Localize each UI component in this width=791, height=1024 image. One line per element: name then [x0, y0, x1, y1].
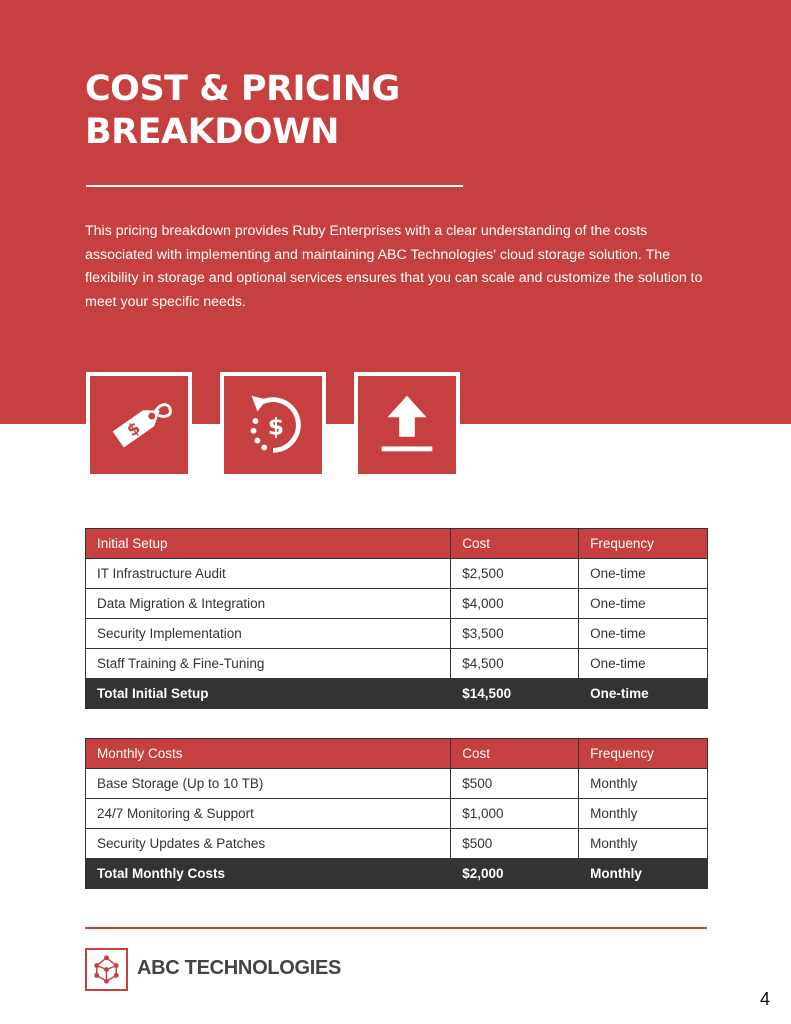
item-cell: 24/7 Monitoring & Support	[86, 799, 451, 829]
total-row	[86, 679, 708, 709]
table-header-row	[86, 739, 708, 769]
cost-cell: $3,500	[451, 619, 579, 649]
table-row	[86, 619, 708, 649]
network-nodes-icon	[87, 950, 126, 989]
cost-cell: $500	[451, 829, 579, 859]
footer-divider	[85, 927, 707, 929]
frequency-cell: Monthly	[579, 799, 708, 829]
item-cell: Base Storage (Up to 10 TB)	[86, 769, 451, 799]
frequency-cell: One-time	[579, 589, 708, 619]
svg-text:$: $	[123, 418, 144, 441]
table-row	[86, 829, 708, 859]
total-frequency: Monthly	[579, 859, 708, 889]
item-cell: Security Updates & Patches	[86, 829, 451, 859]
monthly-costs-table	[85, 738, 708, 889]
column-header: Cost	[451, 739, 579, 769]
frequency-cell: One-time	[579, 619, 708, 649]
table-row	[86, 649, 708, 679]
total-cost: $14,500	[451, 679, 579, 709]
upload-arrow-icon	[368, 386, 446, 464]
table-row	[86, 799, 708, 829]
total-label: Total Initial Setup	[86, 679, 451, 709]
upload-arrow-icon-tile	[354, 372, 460, 478]
company-logo	[85, 948, 128, 991]
column-header: Initial Setup	[86, 529, 451, 559]
page-number: 4	[760, 989, 771, 1009]
dollar-refresh-icon-tile	[220, 372, 326, 478]
item-cell: Data Migration & Integration	[86, 589, 451, 619]
page-title: COST & PRICING BREAKDOWN	[85, 69, 400, 152]
column-header: Cost	[451, 529, 579, 559]
svg-text:$: $	[267, 412, 285, 441]
column-header: Monthly Costs	[86, 739, 451, 769]
initial-setup-table	[85, 528, 708, 709]
table-row	[86, 589, 708, 619]
frequency-cell: One-time	[579, 559, 708, 589]
total-label: Total Monthly Costs	[86, 859, 451, 889]
item-cell: IT Infrastructure Audit	[86, 559, 451, 589]
cost-cell: $2,500	[451, 559, 579, 589]
table-row	[86, 559, 708, 589]
cost-cell: $1,000	[451, 799, 579, 829]
item-cell: Staff Training & Fine-Tuning	[86, 649, 451, 679]
cost-cell: $4,500	[451, 649, 579, 679]
table-row	[86, 769, 708, 799]
table-header-row	[86, 529, 708, 559]
frequency-cell: Monthly	[579, 829, 708, 859]
price-tag-icon	[100, 386, 178, 464]
frequency-cell: Monthly	[579, 769, 708, 799]
item-cell: Security Implementation	[86, 619, 451, 649]
title-divider	[86, 185, 463, 187]
price-tag-icon-tile	[86, 372, 192, 478]
cost-cell: $500	[451, 769, 579, 799]
frequency-cell: One-time	[579, 649, 708, 679]
brand-name: ABC TECHNOLOGIES	[137, 957, 342, 979]
cost-cell: $4,000	[451, 589, 579, 619]
total-row	[86, 859, 708, 889]
total-frequency: One-time	[579, 679, 708, 709]
column-header: Frequency	[579, 529, 708, 559]
dollar-refresh-icon	[234, 386, 312, 464]
intro-paragraph: This pricing breakdown provides Ruby Enterprises with a clear understanding of the costs associated with implementing and maintaining ABC Technologies' cloud storage solution. The flexibility in storage and optional services ensures that you can scale and customize the solution to meet your specific needs.	[85, 223, 703, 310]
hero-banner	[0, 0, 791, 424]
column-header: Frequency	[579, 739, 708, 769]
total-cost: $2,000	[451, 859, 579, 889]
